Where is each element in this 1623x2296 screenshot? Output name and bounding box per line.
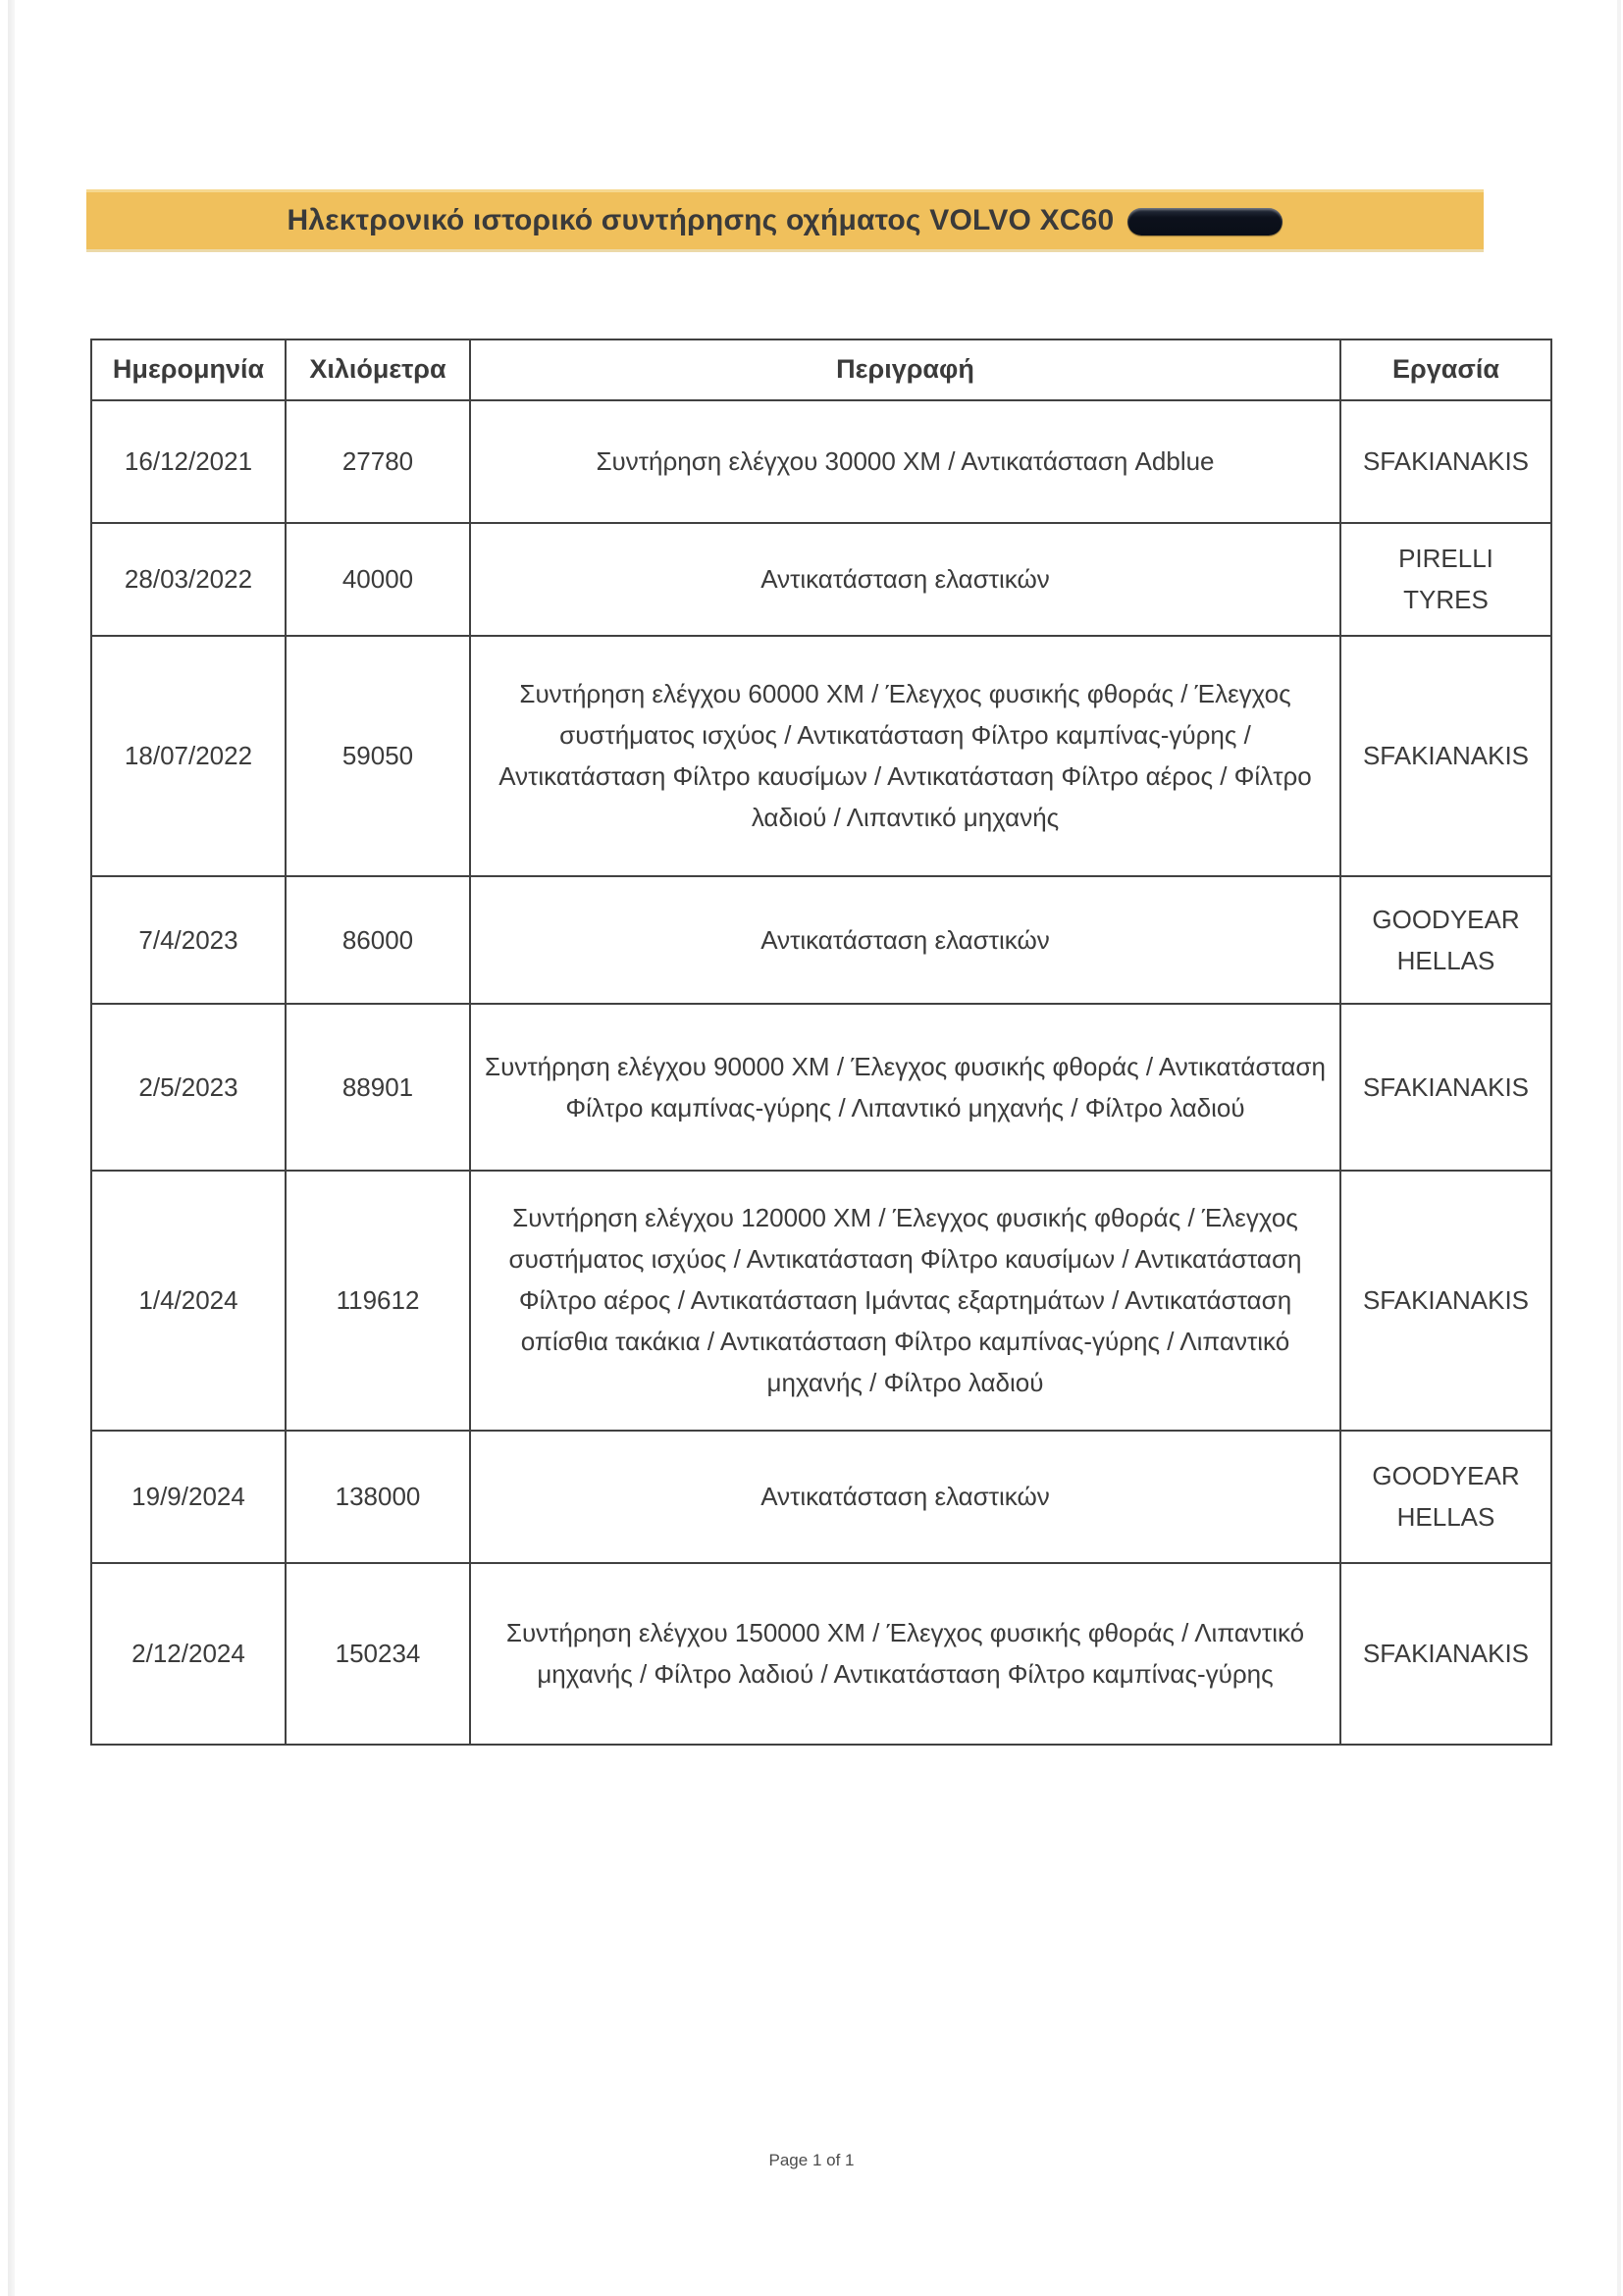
cell-km: 40000 [286,523,470,636]
table-row [91,1171,1551,1431]
scan-edge-artifact [8,0,15,2296]
cell-date: 16/12/2021 [91,400,286,523]
cell-date: 7/4/2023 [91,876,286,1004]
cell-km: 59050 [286,636,470,876]
cell-work: PIRELLI TYRES [1340,523,1551,636]
table-row [91,523,1551,636]
maintenance-history-table [90,339,1552,1746]
table-row [91,1563,1551,1745]
cell-description: Συντήρηση ελέγχου 30000 ΧΜ / Αντικατάσταση Adblue [470,400,1340,523]
table-header-row [91,339,1551,400]
column-header-work: Εργασία [1340,339,1551,400]
cell-km: 88901 [286,1004,470,1171]
cell-km: 27780 [286,400,470,523]
column-header-date: Ημερομηνία [91,339,286,400]
cell-km: 150234 [286,1563,470,1745]
table-body [91,400,1551,1745]
cell-work: SFAKIANAKIS [1340,1563,1551,1745]
redacted-license-plate [1127,208,1283,235]
cell-date: 19/9/2024 [91,1431,286,1563]
column-header-description: Περιγραφή [470,339,1340,400]
cell-description: Συντήρηση ελέγχου 60000 ΧΜ / Έλεγχος φυσικής φθοράς / Έλεγχος συστήματος ισχύος / Αντικατάσταση Φίλτρο καμπίνας-γύρης / Αντικατάσταση Φίλτρο καυσίμων / Αντικατάσταση Φίλτρο αέρος / Φίλτρο λαδιού / Λιπαντικό μηχανής [470,636,1340,876]
cell-work: SFAKIANAKIS [1340,636,1551,876]
cell-work: GOODYEAR HELLAS [1340,1431,1551,1563]
cell-date: 2/12/2024 [91,1563,286,1745]
cell-km: 86000 [286,876,470,1004]
table-row [91,636,1551,876]
cell-date: 28/03/2022 [91,523,286,636]
page-number: Page 1 of 1 [768,2151,855,2169]
cell-work: SFAKIANAKIS [1340,1171,1551,1431]
cell-km: 119612 [286,1171,470,1431]
cell-description: Συντήρηση ελέγχου 120000 ΧΜ / Έλεγχος φυσικής φθοράς / Έλεγχος συστήματος ισχύος / Αντικατάσταση Φίλτρο καυσίμων / Αντικατάσταση Φίλτρο αέρος / Αντικατάσταση Ιμάντας εξαρτημάτων / Αντικατάσταση οπίσθια τακάκια / Αντικατάσταση Φίλτρο καμπίνας-γύρης / Λιπαντικό μηχανής / Φίλτρο λαδιού [470,1171,1340,1431]
cell-km: 138000 [286,1431,470,1563]
cell-description: Αντικατάσταση ελαστικών [470,523,1340,636]
table-row [91,876,1551,1004]
table-row [91,1004,1551,1171]
cell-work: SFAKIANAKIS [1340,1004,1551,1171]
cell-description: Συντήρηση ελέγχου 90000 ΧΜ / Έλεγχος φυσικής φθοράς / Αντικατάσταση Φίλτρο καμπίνας-γύρης / Λιπαντικό μηχανής / Φίλτρο λαδιού [470,1004,1340,1171]
column-header-kilometers: Χιλιόμετρα [286,339,470,400]
title-banner [86,192,1484,249]
table-row [91,400,1551,523]
cell-description: Αντικατάσταση ελαστικών [470,1431,1340,1563]
document-title: Ηλεκτρονικό ιστορικό συντήρησης οχήματος VOLVO XC60 [287,204,1115,236]
table-row [91,1431,1551,1563]
cell-date: 2/5/2023 [91,1004,286,1171]
cell-work: GOODYEAR HELLAS [1340,876,1551,1004]
cell-work: SFAKIANAKIS [1340,400,1551,523]
cell-description: Αντικατάσταση ελαστικών [470,876,1340,1004]
cell-date: 1/4/2024 [91,1171,286,1431]
cell-date: 18/07/2022 [91,636,286,876]
cell-description: Συντήρηση ελέγχου 150000 ΧΜ / Έλεγχος φυσικής φθοράς / Λιπαντικό μηχανής / Φίλτρο λαδιού / Αντικατάσταση Φίλτρο καμπίνας-γύρης [470,1563,1340,1745]
scan-edge-artifact [1617,0,1621,2296]
